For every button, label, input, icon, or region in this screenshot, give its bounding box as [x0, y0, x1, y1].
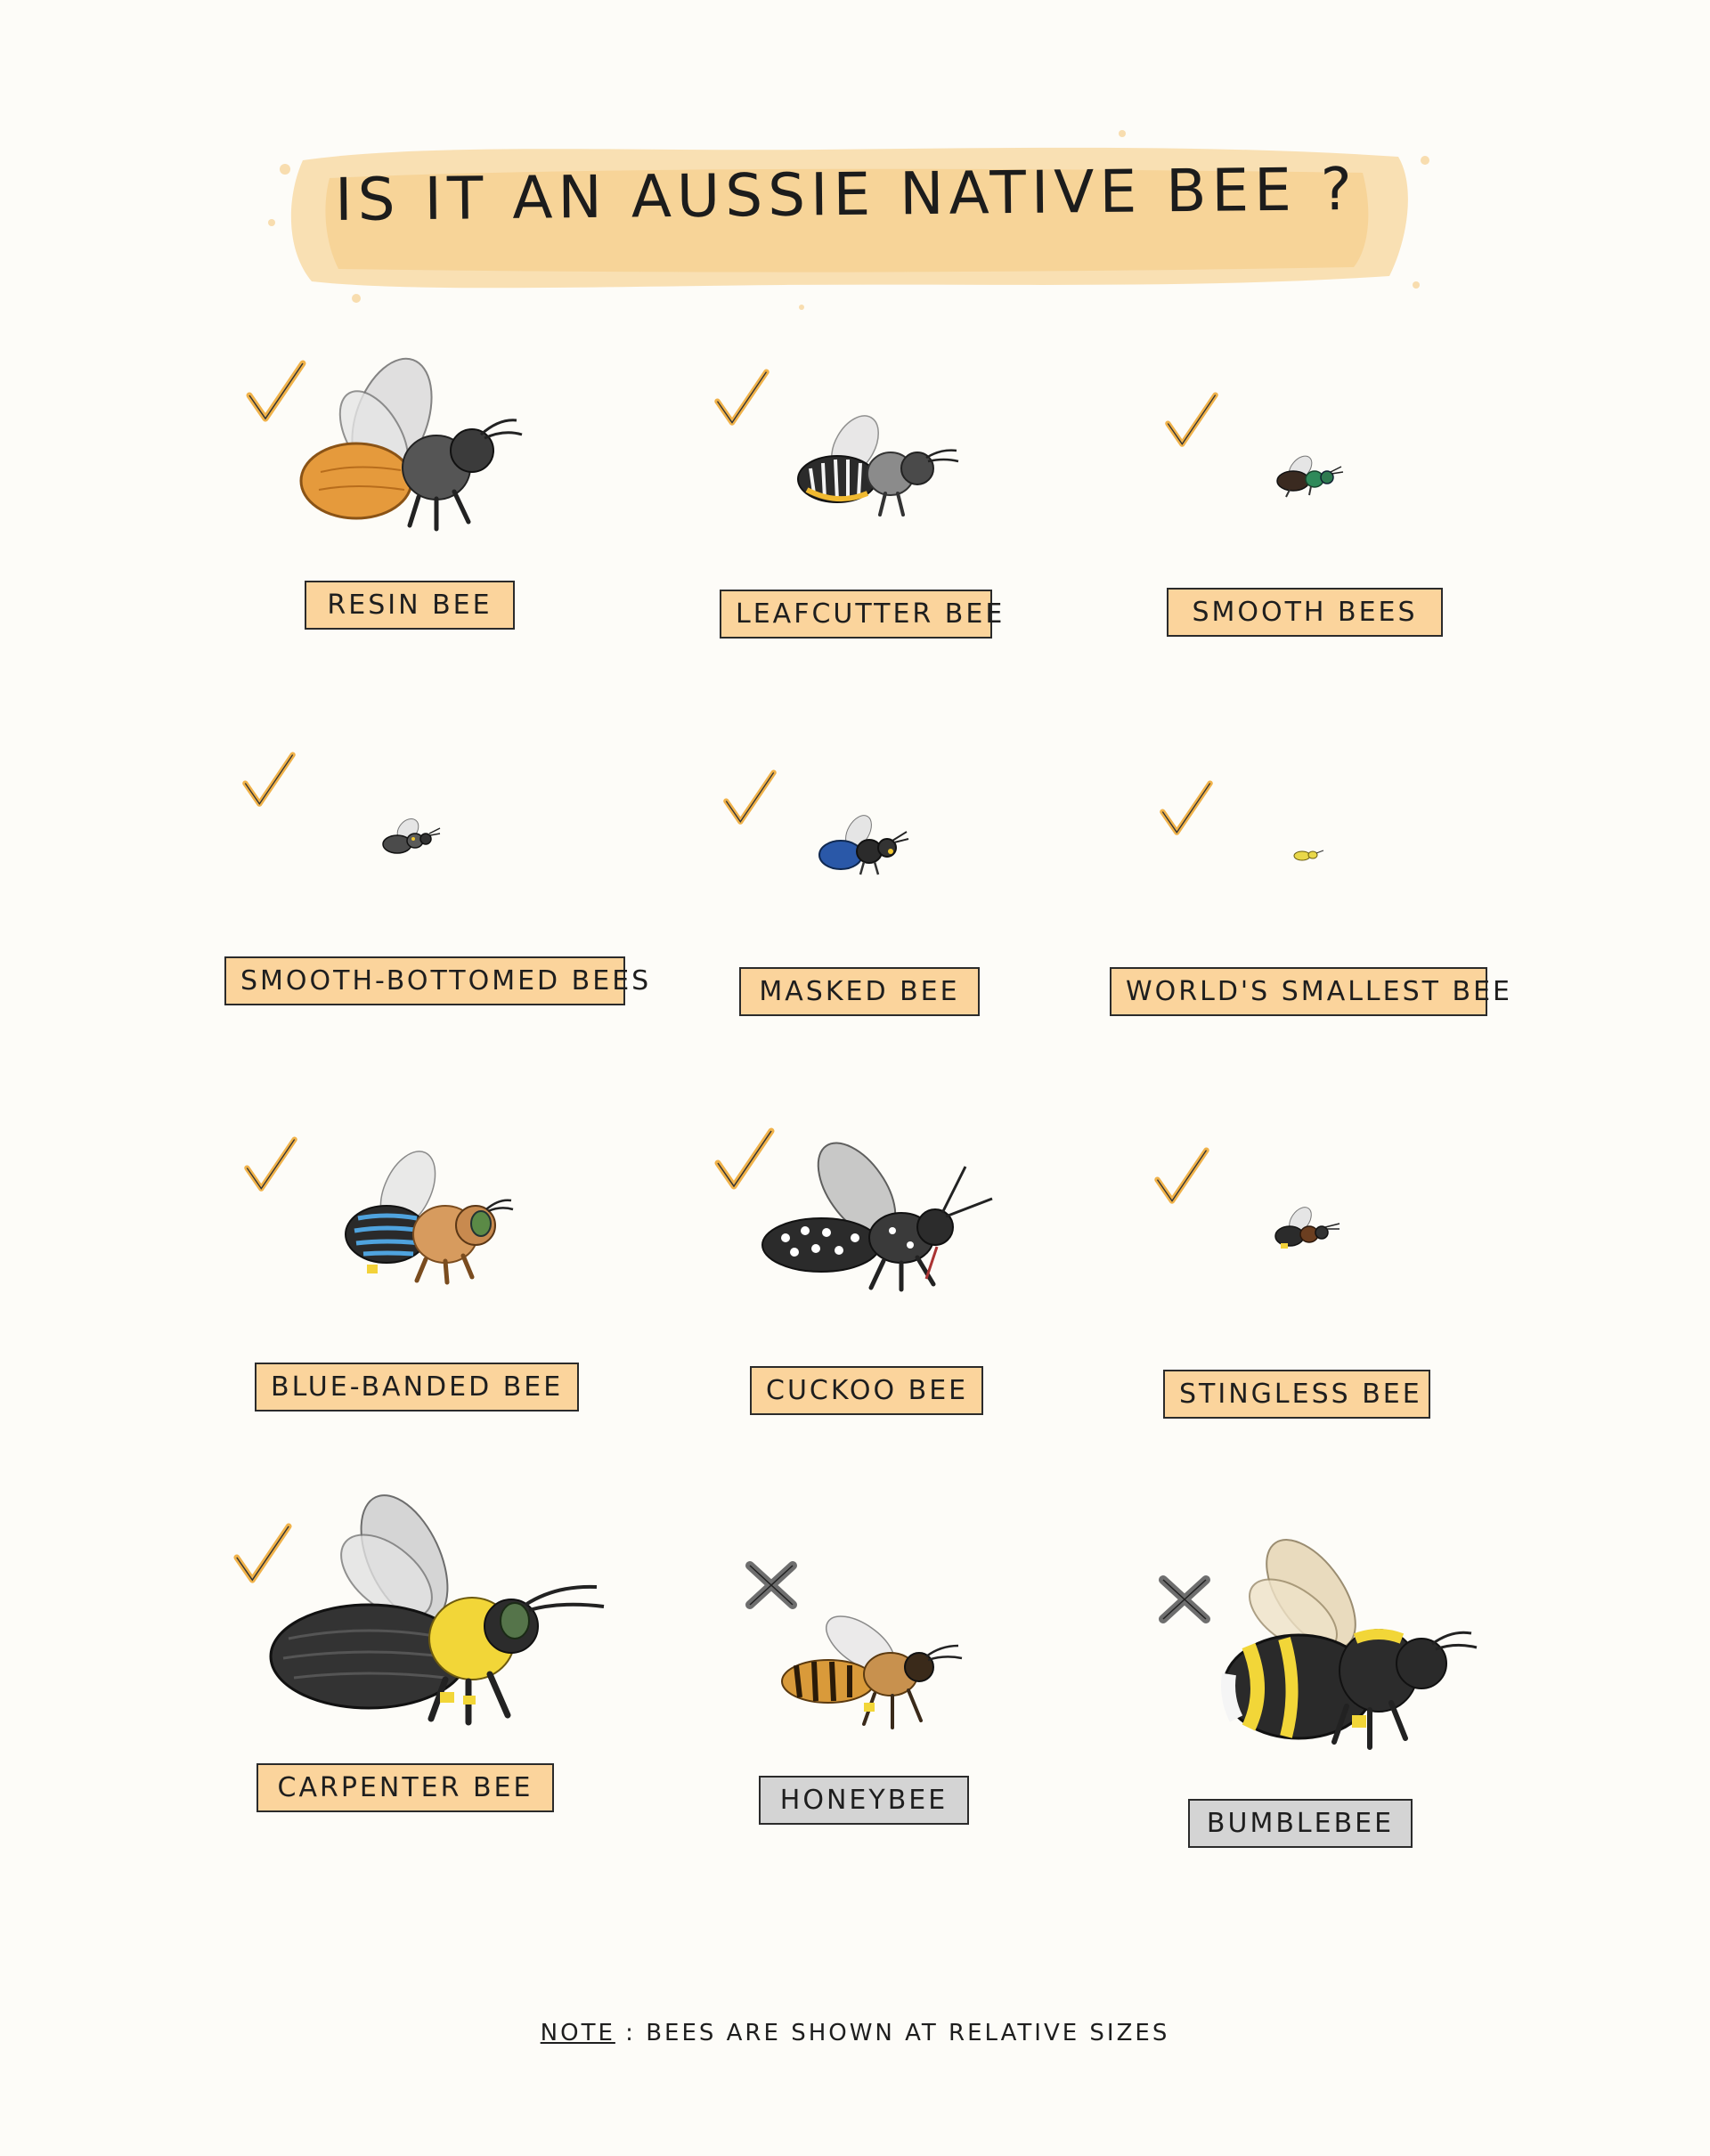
stingless-bee-icon	[1268, 1208, 1343, 1257]
smallest-bee-icon	[1290, 846, 1325, 864]
bee-label: SMOOTH BEES	[1167, 588, 1443, 637]
honeybee-icon	[775, 1608, 971, 1742]
bee-label: HONEYBEE	[759, 1776, 969, 1825]
bee-label: LEAFCUTTER BEE	[720, 590, 992, 639]
bee-label: SMOOTH-BOTTOMED BEES	[224, 956, 625, 1005]
note-key: NOTE	[540, 2020, 615, 2046]
bee-label: STINGLESS BEE	[1163, 1370, 1430, 1419]
bee-label: RESIN BEE	[305, 581, 515, 630]
title-banner	[249, 107, 1443, 321]
note-separator: :	[625, 2020, 636, 2046]
check-icon	[1158, 777, 1215, 841]
cross-icon	[1156, 1573, 1213, 1626]
blue-banded-bee-icon	[337, 1154, 515, 1288]
smooth-bee-icon	[1274, 456, 1345, 499]
bee-label: BLUE-BANDED BEE	[255, 1363, 579, 1412]
bee-label: CARPENTER BEE	[256, 1763, 554, 1812]
cuckoo-bee-icon	[759, 1145, 999, 1306]
masked-bee-icon	[814, 816, 912, 878]
smooth-bottomed-bee-icon	[378, 819, 442, 860]
check-icon	[712, 365, 771, 431]
check-icon	[1152, 1143, 1211, 1209]
page-title: IS IT AN AUSSIE NATIVE BEE ?	[334, 154, 1358, 235]
footer-note	[0, 2020, 1710, 2046]
check-icon	[1163, 388, 1220, 452]
cross-icon	[743, 1558, 800, 1612]
check-icon	[721, 766, 778, 830]
bee-label: BUMBLEBEE	[1188, 1799, 1413, 1848]
carpenter-bee-icon	[262, 1505, 618, 1728]
bumblebee-icon	[1213, 1541, 1480, 1754]
bee-label: WORLD'S SMALLEST BEE	[1110, 967, 1487, 1016]
resin-bee-icon	[294, 365, 534, 543]
check-icon	[240, 748, 297, 812]
leafcutter-bee-icon	[793, 419, 962, 525]
check-icon	[242, 1133, 299, 1197]
note-text: BEES ARE SHOWN AT RELATIVE SIZES	[646, 2020, 1170, 2046]
bee-label: MASKED BEE	[739, 967, 980, 1016]
bee-label: CUCKOO BEE	[750, 1366, 983, 1415]
